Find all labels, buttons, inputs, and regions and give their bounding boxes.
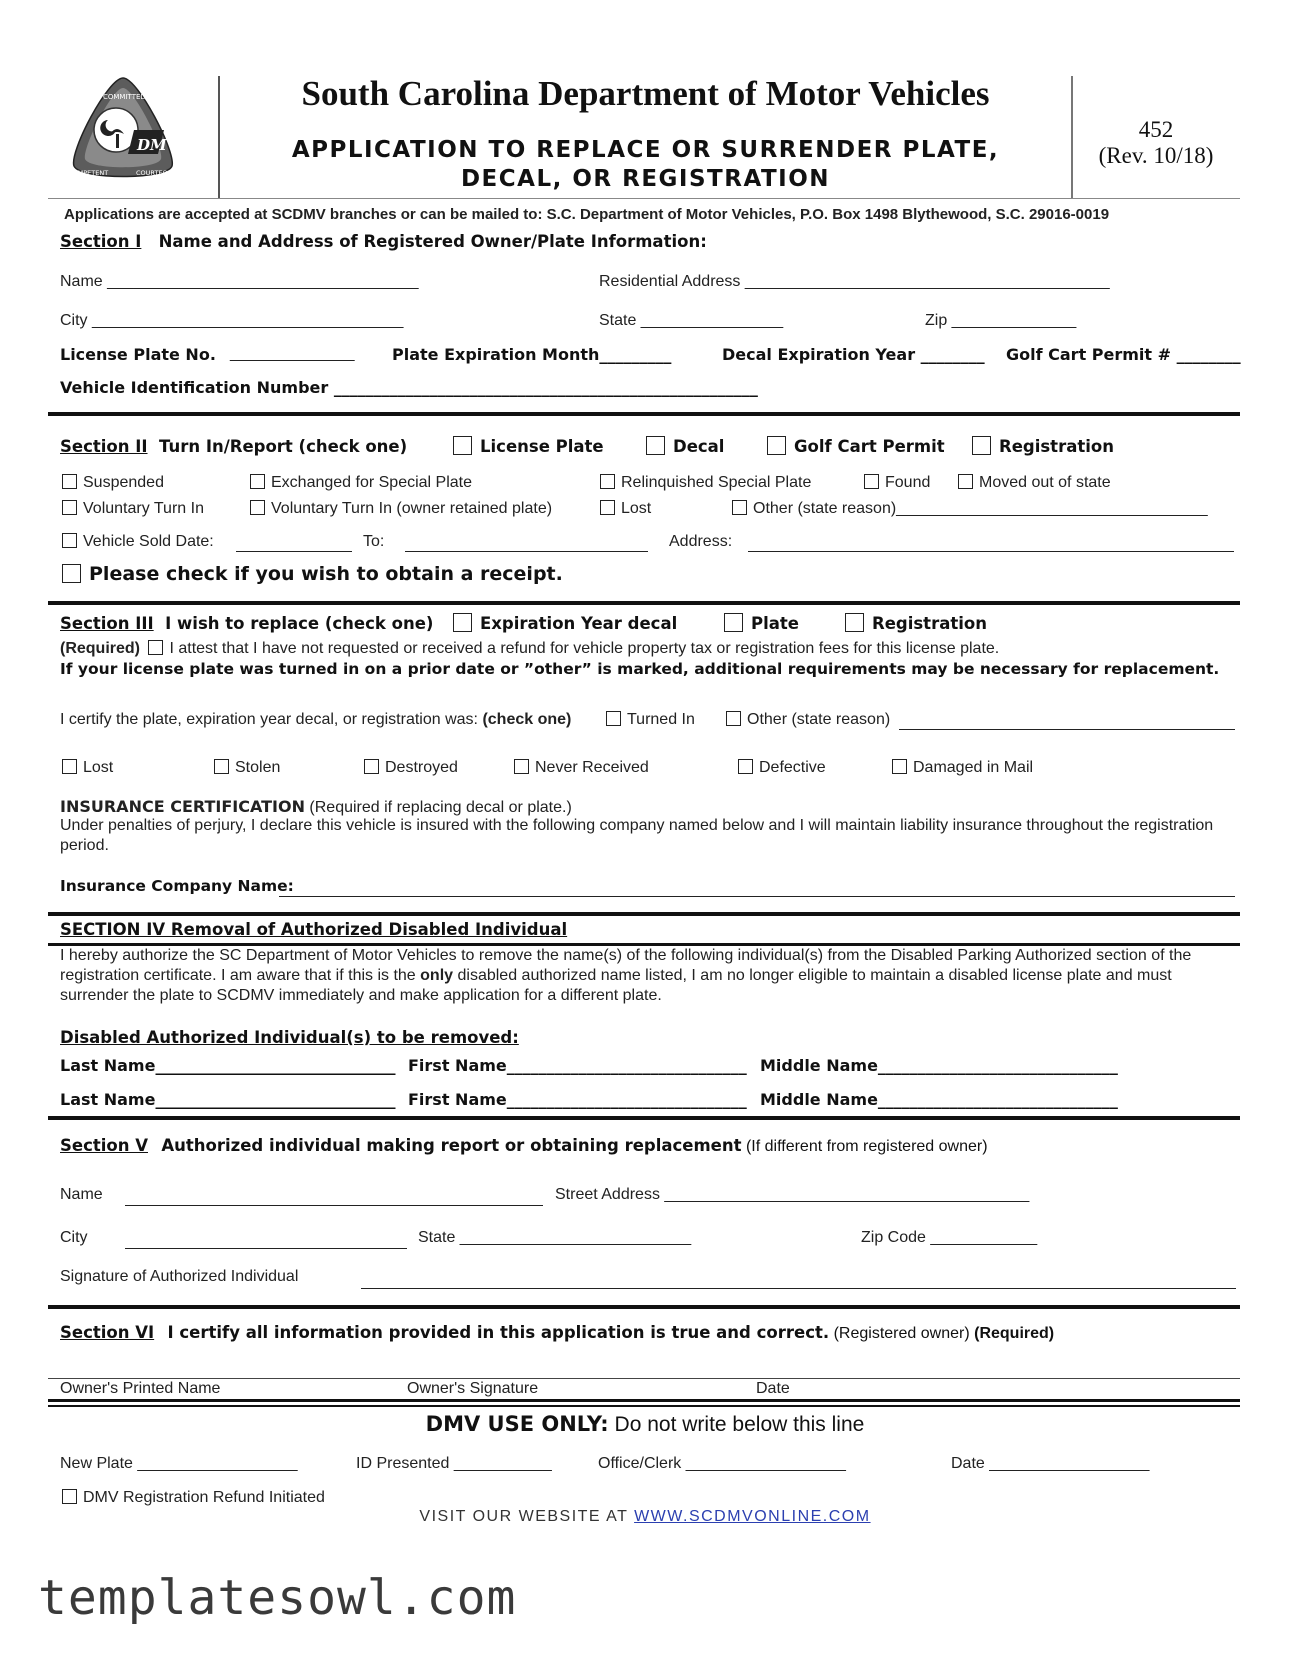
certify-row <box>60 711 571 729</box>
owner-zip-field[interactable]: Zip ______________ <box>925 312 1077 329</box>
sold-address-line[interactable] <box>748 551 1234 552</box>
dmv-use-heading <box>0 1412 1290 1437</box>
reason-never-received-checkbox[interactable]: Never Received <box>514 759 649 777</box>
insurance-company-label: Insurance Company Name: <box>60 877 294 895</box>
form-number: 452 <box>1138 117 1174 142</box>
office-clerk-field[interactable]: Office/Clerk __________________ <box>598 1455 846 1472</box>
golf-cart-permit-field[interactable]: Golf Cart Permit # ________ <box>1006 345 1241 364</box>
agent-signature-label: Signature of Authorized Individual <box>60 1268 299 1285</box>
insurance-title: INSURANCE CERTIFICATION <box>60 797 305 816</box>
residential-address-field[interactable]: Residential Address _________________________________________ <box>599 273 1110 290</box>
owner-date-label: Date <box>756 1380 790 1397</box>
refund-initiated-checkbox[interactable]: DMV Registration Refund Initiated <box>62 1489 325 1507</box>
insurance-required-note: (Required if replacing decal or plate.) <box>309 799 572 816</box>
agent-name-label: Name <box>60 1186 103 1203</box>
website-line <box>0 1508 1290 1526</box>
agent-city-label: City <box>60 1229 88 1246</box>
section-1-heading <box>60 232 707 251</box>
attest-row <box>60 640 999 658</box>
section-4-bottom-rule <box>48 1116 1240 1120</box>
disabled-middle-name-1[interactable]: Middle Name______________________________ <box>760 1056 1118 1075</box>
dmv-use-title: DMV USE ONLY: <box>425 1412 609 1436</box>
turn-in-license-plate-checkbox[interactable]: License Plate <box>453 436 604 456</box>
sold-date-line[interactable] <box>236 551 352 552</box>
certify-other-line[interactable] <box>899 729 1235 730</box>
section-5-label: Section V <box>60 1136 148 1155</box>
section-3-bottom-rule <box>48 912 1240 916</box>
receipt-checkbox[interactable]: Please check if you wish to obtain a receipt. <box>62 563 563 585</box>
turned-in-checkbox[interactable]: Turned In <box>606 711 695 729</box>
disabled-middle-name-2[interactable]: Middle Name______________________________ <box>760 1090 1118 1109</box>
certify-text: I certify the plate, expiration year decal, or registration was: <box>60 711 478 728</box>
section-2-title: Turn In/Report (check one) <box>159 437 408 456</box>
section-2-bottom-rule <box>48 601 1240 605</box>
insurance-text: Under penalties of perjury, I declare this vehicle is insured with the following company named below and I will maintain liability insurance throughout the registration period. <box>60 817 1214 854</box>
section-3-label: Section III <box>60 614 154 633</box>
found-checkbox[interactable]: Found <box>864 474 930 492</box>
voluntary-turn-in-checkbox[interactable]: Voluntary Turn In <box>62 500 204 518</box>
agent-signature-line[interactable] <box>361 1288 1236 1289</box>
lost-checkbox[interactable]: Lost <box>600 500 651 518</box>
logo-top-text: COMMITTED <box>103 93 146 101</box>
disabled-individuals-subtitle: Disabled Authorized Individual(s) to be removed: <box>60 1028 519 1047</box>
section-4-heading: SECTION IV Removal of Authorized Disabled Individual <box>60 920 568 939</box>
disabled-first-name-2[interactable]: First Name______________________________ <box>408 1090 747 1109</box>
section-6-required: (Required) <box>974 1325 1055 1342</box>
certify-other-checkbox[interactable]: Other (state reason) <box>726 711 890 729</box>
insurance-company-line[interactable] <box>279 896 1235 897</box>
sold-address-label: Address: <box>669 533 733 550</box>
dmv-use-top-rule-1 <box>48 1399 1240 1402</box>
owner-name-field[interactable]: Name ___________________________________ <box>60 273 419 290</box>
section-2-heading <box>60 437 407 456</box>
vin-field[interactable]: Vehicle Identification Number _____________________________________________________ <box>60 378 758 397</box>
section-5-title: Authorized individual making report or obtaining replacement <box>161 1136 742 1155</box>
license-plate-no-field[interactable]: ______________ <box>230 345 355 362</box>
insurance-heading <box>60 797 572 817</box>
section-3-heading <box>60 614 433 633</box>
owner-city-field[interactable]: City ___________________________________ <box>60 312 404 329</box>
agent-street-address-field[interactable]: Street Address _________________________________________ <box>555 1186 1030 1203</box>
suspended-checkbox[interactable]: Suspended <box>62 474 164 492</box>
registered-owner-note: (Registered owner) <box>833 1325 970 1342</box>
new-plate-field[interactable]: New Plate __________________ <box>60 1455 298 1472</box>
turn-in-decal-checkbox[interactable]: Decal <box>646 436 724 456</box>
replacement-warning: If your license plate was turned in on a prior date or ”other” is marked, additional requirements may be necessary for replacement. <box>60 660 1220 678</box>
website-link[interactable]: WWW.SCDMVONLINE.COM <box>634 1508 871 1525</box>
form-revision: (Rev. 10/18) <box>1098 143 1214 168</box>
voluntary-retained-checkbox[interactable]: Voluntary Turn In (owner retained plate) <box>250 500 552 518</box>
reason-damaged-checkbox[interactable]: Damaged in Mail <box>892 759 1033 777</box>
templatesowl-watermark: templatesowl.com <box>38 1570 517 1626</box>
attest-text: I attest that I have not requested or received a refund for vehicle property tax or registration fees for this license plate. <box>169 640 1000 657</box>
section-1-title: Name and Address of Registered Owner/Plate Information: <box>158 232 707 251</box>
agency-title: South Carolina Department of Motor Vehicles <box>301 74 990 113</box>
decal-expiration-year-field[interactable]: Decal Expiration Year ________ <box>722 345 985 364</box>
turn-in-registration-checkbox[interactable]: Registration <box>972 436 1114 456</box>
section-5-bottom-rule <box>48 1305 1240 1309</box>
dmv-use-note: Do not write below this line <box>614 1413 865 1436</box>
scdmv-logo <box>64 74 182 186</box>
owners-printed-name-label: Owner's Printed Name <box>60 1380 221 1397</box>
disabled-first-name-1[interactable]: First Name______________________________ <box>408 1056 747 1075</box>
owner-signature-line[interactable] <box>48 1378 1240 1379</box>
reason-lost-checkbox[interactable]: Lost <box>62 759 113 777</box>
section-3-title: I wish to replace (check one) <box>165 614 434 633</box>
other-reason-checkbox[interactable]: Other (state reason)___________________________________ <box>732 500 1208 518</box>
section-4-text: I hereby authorize the SC Department of Motor Vehicles to remove the name(s) of the following individual(s) from the Disabled Parking Authorized section of the registration certificate. I am aware that if this is the only disabled authorized name listed, I am no longer eligible to maintain a disabled license plate and must surrender the plate to SCDMV immediately and make application for a different plate. <box>60 947 1192 1004</box>
section-5-note: (If different from registered owner) <box>745 1138 988 1155</box>
owner-state-field[interactable]: State ________________ <box>599 312 784 329</box>
agent-state-field[interactable]: State __________________________ <box>418 1229 692 1246</box>
relinquished-checkbox[interactable]: Relinquished Special Plate <box>600 474 811 492</box>
logo-mark-text: DMV <box>137 136 179 154</box>
id-presented-field[interactable]: ID Presented ___________ <box>356 1455 552 1472</box>
exchanged-checkbox[interactable]: Exchanged for Special Plate <box>250 474 472 492</box>
replace-plate-checkbox[interactable]: Plate <box>724 613 799 633</box>
section-6-heading <box>60 1323 1054 1343</box>
check-one-label: (check one) <box>482 711 572 728</box>
form-title-line-1: APPLICATION TO REPLACE OR SURRENDER PLATE, <box>291 137 1000 163</box>
vehicle-sold-checkbox[interactable]: Vehicle Sold Date: <box>62 533 214 551</box>
owners-signature-label: Owner's Signature <box>407 1380 539 1397</box>
reason-defective-checkbox[interactable]: Defective <box>738 759 826 777</box>
section-6-title: I certify all information provided in this application is true and correct. <box>167 1323 830 1342</box>
agent-name-line[interactable] <box>125 1205 543 1206</box>
agent-zip-field[interactable]: Zip Code ____________ <box>861 1229 1038 1246</box>
turn-in-golf-cart-checkbox[interactable]: Golf Cart Permit <box>767 436 945 456</box>
moved-out-of-state-checkbox[interactable]: Moved out of state <box>958 474 1111 492</box>
disabled-last-name-1[interactable]: Last Name______________________________ <box>60 1056 396 1075</box>
required-label: (Required) <box>60 640 140 657</box>
license-plate-no-label: License Plate No. <box>60 345 216 364</box>
agent-city-line[interactable] <box>125 1248 407 1249</box>
visit-text: VISIT OUR WEBSITE AT <box>419 1508 635 1525</box>
mail-notice: Applications are accepted at SCDMV branches or can be mailed to: S.C. Department of Motor Vehicles, P.O. Box 1498 Blythewood, S.C. 29016-0019 <box>64 206 1110 223</box>
replace-decal-checkbox[interactable]: Expiration Year decal <box>453 613 677 633</box>
section-6-label: Section VI <box>60 1323 155 1342</box>
sold-to-line[interactable] <box>405 551 648 552</box>
replace-registration-checkbox[interactable]: Registration <box>845 613 987 633</box>
plate-expiration-month-field[interactable]: Plate Expiration Month_________ <box>392 345 672 364</box>
disabled-last-name-2[interactable]: Last Name______________________________ <box>60 1090 396 1109</box>
logo-right-text: COURTEOUS <box>136 169 177 177</box>
dmv-use-top-rule-2 <box>48 1405 1240 1407</box>
logo-left-text: COMPETENT <box>68 169 109 177</box>
header-bottom-rule <box>48 198 1240 199</box>
form-title-line-2: DECAL, OR REGISTRATION <box>460 166 831 192</box>
section-5-heading <box>60 1136 988 1156</box>
section-2-label: Section II <box>60 437 148 456</box>
sold-to-label: To: <box>363 533 385 550</box>
dmv-date-field[interactable]: Date __________________ <box>951 1455 1150 1472</box>
section-1-bottom-rule <box>48 412 1240 416</box>
reason-destroyed-checkbox[interactable]: Destroyed <box>364 759 458 777</box>
section-1-label: Section I <box>60 232 142 251</box>
reason-stolen-checkbox[interactable]: Stolen <box>214 759 280 777</box>
attest-checkbox[interactable] <box>148 640 163 655</box>
